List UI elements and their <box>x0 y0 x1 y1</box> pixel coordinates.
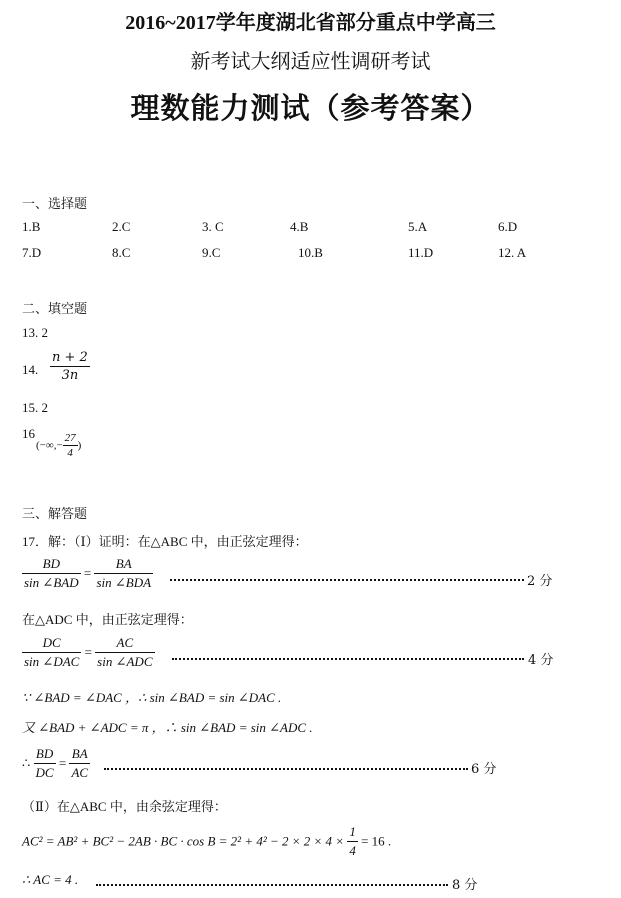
fraction-numerator: BA <box>69 746 90 764</box>
dot-leader <box>104 768 468 770</box>
answer-14-label: 14. <box>22 362 39 377</box>
dot-leader <box>170 579 524 581</box>
dot-leader <box>172 658 524 660</box>
answer-item: 6.D <box>498 219 518 234</box>
section-heading-solve: 三、解答题 <box>22 507 88 522</box>
cosine-rhs: = 16 . <box>361 833 392 849</box>
page-title: 理数能力测试（参考答案） <box>130 91 491 125</box>
cosine-equation <box>22 824 391 859</box>
answer-item: 7.D <box>22 245 42 260</box>
fraction-numerator: 27 <box>64 432 76 444</box>
in-adc-text: 在△ADC 中，由正弦定理得： <box>22 612 193 627</box>
equation-3: ∴ $\frac{BD}{DC}$ = $\frac{BA}{AC}$ <box>22 746 89 780</box>
answer-item: 2.C <box>112 219 131 234</box>
fraction-denominator: sin ∠BAD <box>24 575 79 590</box>
answer-item: 5.A <box>408 219 428 234</box>
answer-item: 3. C <box>202 219 224 234</box>
answer-item: 4.B <box>290 219 309 234</box>
fraction-numerator: BA <box>94 556 153 574</box>
score-4: 4 分 <box>528 653 554 668</box>
fraction-denominator: AC <box>71 765 89 780</box>
fraction-denominator: sin ∠DAC <box>24 654 80 669</box>
q17-intro: 17．解：（Ⅰ）证明：在△ABC 中，由正弦定理得： <box>22 534 308 549</box>
fraction-numerator: DC <box>22 635 81 653</box>
fraction-numerator: 1 <box>347 824 358 842</box>
also-line: 又 ∠BAD + ∠ADC = π ，∴ sin ∠BAD = sin ∠ADC . <box>22 720 313 735</box>
fraction-numerator: BD <box>34 746 56 764</box>
interval-close: ) <box>77 439 82 452</box>
equation-2: $\frac{DC}{\text{sin ∠DAC}}$ = $\frac{AC}{\text{sin ∠ADC}}$ <box>24 635 153 669</box>
answer-13: 13. 2 <box>22 325 48 340</box>
score-8: 8 分 <box>452 878 478 893</box>
answer-item: 8.C <box>112 245 131 260</box>
header-line-2: 新考试大纲适应性调研考试 <box>190 49 431 73</box>
answer-16-label: 16 <box>22 426 35 441</box>
section-heading-fill: 二、填空题 <box>22 302 88 317</box>
conclusion: ∴ AC = 4 . <box>22 872 79 887</box>
score-6: 6 分 <box>471 762 497 777</box>
fraction-denominator: 4 <box>349 843 356 858</box>
answer-item: 11.D <box>408 245 434 260</box>
therefore-symbol: ∴ <box>22 755 31 771</box>
section-heading-choice: 一、选择题 <box>22 197 88 212</box>
dot-leader <box>96 884 448 886</box>
answer-item: 12. A <box>498 245 527 260</box>
fraction-numerator: BD <box>22 556 81 574</box>
interval-open: (−∞,− <box>36 439 63 452</box>
answer-item: 1.B <box>22 219 41 234</box>
fraction-denominator: sin ∠ADC <box>97 654 153 669</box>
answer-15: 15. 2 <box>22 400 48 415</box>
score-2: 2 分 <box>527 574 553 589</box>
fraction-denominator: sin ∠BDA <box>96 575 152 590</box>
fraction-numerator: AC <box>95 635 154 653</box>
fraction-denominator: 4 <box>67 447 73 459</box>
header-line-1: 2016~2017学年度湖北省部分重点中学高三 <box>125 12 496 34</box>
answer-item: 9.C <box>202 245 221 260</box>
answer-item: 10.B <box>298 245 323 260</box>
part2-intro: （Ⅱ）在△ABC 中，由余弦定理得： <box>22 799 227 814</box>
equation-1: $\frac{BD}{\text{sin ∠BAD}}$ = $\frac{BA}{\text{sin ∠BDA}}$ <box>24 556 152 590</box>
cosine-lhs: AC² = AB² + BC² − 2AB · BC · cos B = 2² + 4² − 2 × 2 × 4 × <box>22 833 345 849</box>
fraction-numerator: n + 2 <box>52 350 88 365</box>
fraction-denominator: DC <box>35 765 54 780</box>
answer-14-fraction <box>50 350 90 383</box>
answer-16-interval <box>36 432 81 459</box>
fraction-denominator: 3n <box>61 368 79 383</box>
because-line: ∵ ∠BAD = ∠DAC ，∴ sin ∠BAD = sin ∠DAC . <box>22 690 282 705</box>
